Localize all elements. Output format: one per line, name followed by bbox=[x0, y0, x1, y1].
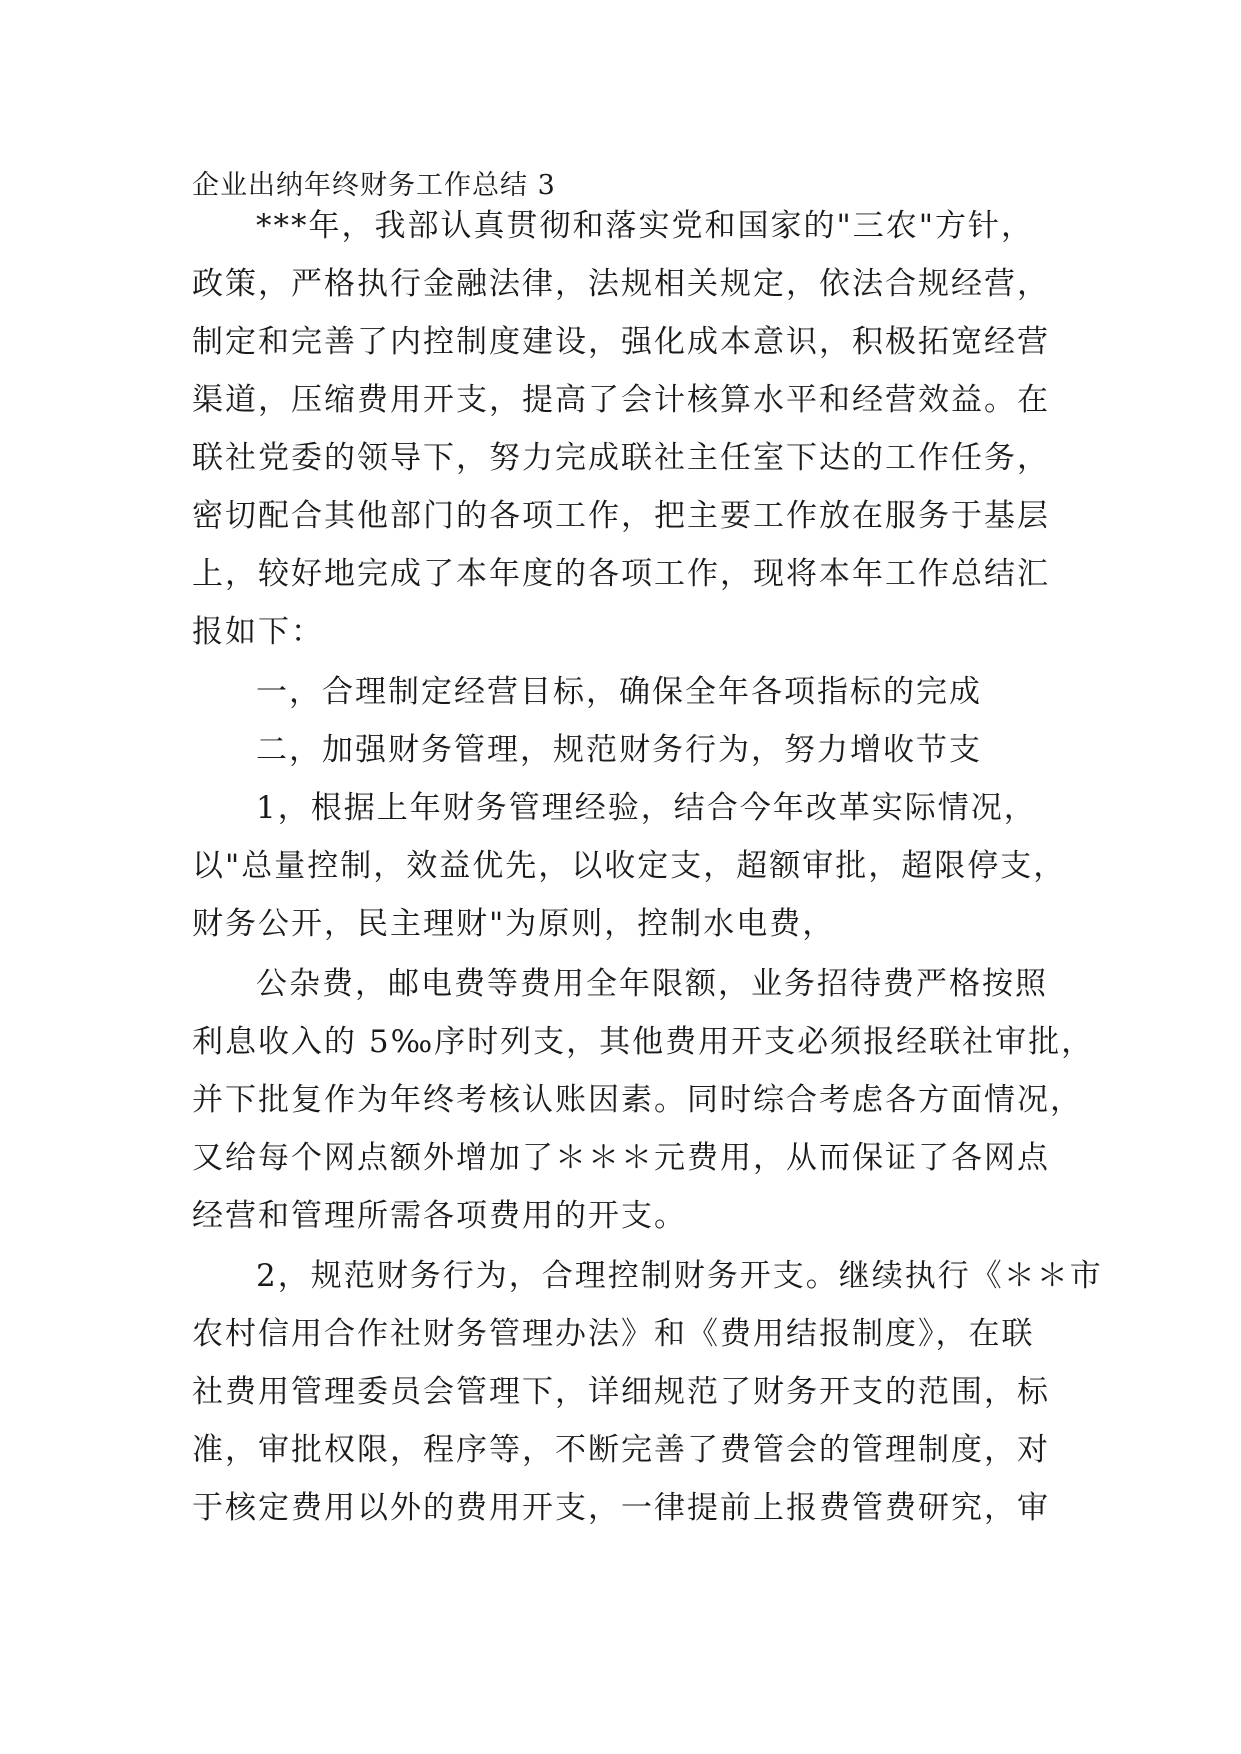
paragraph-line: 密切配合其他部门的各项工作，把主要工作放在服务于基层 bbox=[192, 498, 1050, 534]
document-title: 企业出纳年终财务工作总结 3 bbox=[192, 170, 556, 201]
paragraph-line: 社费用管理委员会管理下，详细规范了财务开支的范围，标 bbox=[192, 1374, 1050, 1410]
paragraph-line: 准，审批权限，程序等，不断完善了费管会的管理制度，对 bbox=[192, 1432, 1050, 1468]
paragraph-line: 利息收入的 5‰序时列支，其他费用开支必须报经联社审批， bbox=[192, 1024, 1095, 1060]
paragraph-line: 经营和管理所需各项费用的开支。 bbox=[192, 1198, 687, 1234]
paragraph-line: 1，根据上年财务管理经验，结合今年改革实际情况， bbox=[256, 790, 1037, 826]
paragraph-line: 农村信用合作社财务管理办法》和《费用结报制度》，在联 bbox=[192, 1316, 1035, 1352]
paragraph-line: ***年，我部认真贯彻和落实党和国家的"三农"方针， bbox=[256, 208, 1035, 244]
paragraph-line: 又给每个网点额外增加了＊＊＊元费用，从而保证了各网点 bbox=[192, 1140, 1050, 1176]
paragraph-line: 上，较好地完成了本年度的各项工作，现将本年工作总结汇 bbox=[192, 556, 1050, 592]
paragraph-line: 于核定费用以外的费用开支，一律提前上报费管费研究，审 bbox=[192, 1490, 1050, 1526]
paragraph-line: 公杂费，邮电费等费用全年限额，业务招待费严格按照 bbox=[256, 966, 1048, 1002]
section-heading: 二，加强财务管理，规范财务行为，努力增收节支 bbox=[256, 732, 982, 768]
paragraph-line: 制定和完善了内控制度建设，强化成本意识，积极拓宽经营 bbox=[192, 324, 1050, 360]
paragraph-line: 报如下： bbox=[192, 614, 324, 650]
paragraph-line: 2，规范财务行为，合理控制财务开支。继续执行《＊＊市 bbox=[256, 1258, 1103, 1294]
paragraph-line: 财务公开，民主理财"为原则，控制水电费， bbox=[192, 906, 836, 942]
paragraph-line: 以"总量控制，效益优先，以收定支，超额审批，超限停支， bbox=[192, 848, 1067, 884]
paragraph-line: 联社党委的领导下，努力完成联社主任室下达的工作任务， bbox=[192, 440, 1050, 476]
paragraph-line: 渠道，压缩费用开支，提高了会计核算水平和经营效益。在 bbox=[192, 382, 1050, 418]
paragraph-line: 并下批复作为年终考核认账因素。同时综合考虑各方面情况， bbox=[192, 1082, 1083, 1118]
paragraph-line: 政策，严格执行金融法律，法规相关规定，依法合规经营， bbox=[192, 266, 1050, 302]
section-heading: 一，合理制定经营目标，确保全年各项指标的完成 bbox=[256, 674, 982, 710]
